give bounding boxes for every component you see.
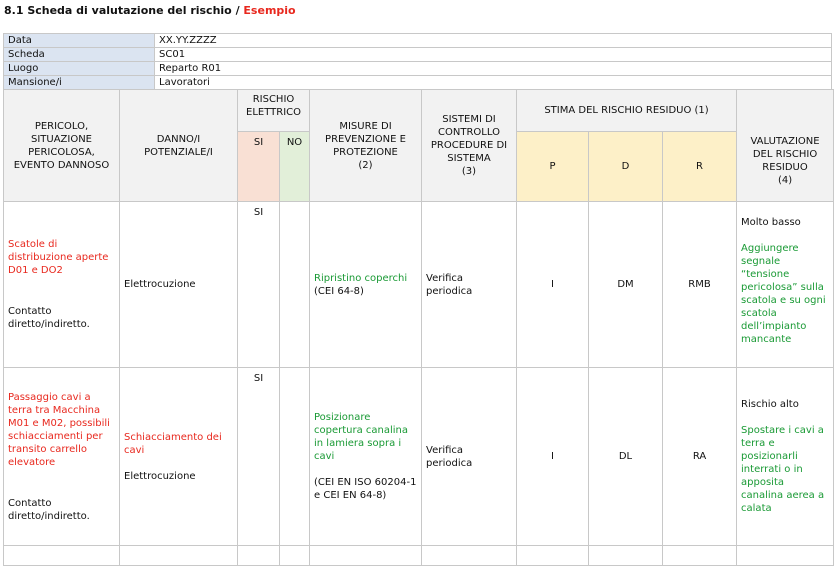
misure-ref: (CEI EN ISO 60204-1 e CEI EN 64-8) — [314, 477, 417, 501]
info-row — [4, 34, 832, 48]
info-label-scheda: Scheda — [4, 48, 155, 62]
pericolo-cell — [4, 368, 120, 546]
empty-cell — [280, 546, 310, 566]
misure-cell — [310, 202, 422, 368]
header-si: SI — [238, 132, 280, 202]
info-value-scheda: SC01 — [155, 48, 832, 62]
header-danno: DANNO/I POTENZIALE/I — [120, 90, 238, 202]
empty-cell — [4, 546, 120, 566]
contatto-text: Contatto diretto/indiretto. — [8, 306, 90, 330]
no-cell — [280, 368, 310, 546]
pericolo-text: Scatole di distribuzione aperte D01 e DO2 — [8, 239, 109, 276]
valutazione-note: Aggiungere segnale “tensione pericolosa” sulla scatola e su ogni scatola dell’impianto mancante — [741, 243, 826, 345]
misure-text: Ripristino coperchi — [314, 272, 408, 284]
example-label: Esempio — [243, 4, 296, 17]
contatto-text: Contatto diretto/indiretto. — [8, 497, 90, 522]
table-row — [4, 368, 834, 546]
info-value-data: XX.YY.ZZZZ — [155, 34, 832, 48]
header-row — [4, 90, 834, 132]
d-cell: DL — [589, 368, 663, 546]
header-sistemi-label: SISTEMI DI CONTROLLO PROCEDURE DI SISTEMA — [430, 114, 508, 164]
empty-cell — [517, 546, 589, 566]
valutazione-cell — [737, 202, 834, 368]
header-valutazione — [737, 90, 834, 202]
sistemi-cell: Verifica periodica — [422, 368, 517, 546]
valutazione-text: Rischio alto — [741, 399, 799, 410]
empty-cell — [422, 546, 517, 566]
danno-red-text: Schiacciamento dei cavi — [124, 431, 222, 456]
p-cell: I — [517, 202, 589, 368]
empty-cell — [663, 546, 737, 566]
header-d: D — [589, 132, 663, 202]
danno-text: Elettrocuzione — [124, 470, 196, 482]
d-cell: DM — [589, 202, 663, 368]
si-cell: SI — [238, 202, 280, 368]
table-row-partial — [4, 546, 834, 566]
info-row — [4, 76, 832, 90]
info-row — [4, 62, 832, 76]
valutazione-note: Spostare i cavi a terra e posizionarli interrati o in apposita canalina aerea a calata — [741, 425, 825, 514]
empty-cell — [589, 546, 663, 566]
misure-ref: (CEI 64-8) — [314, 285, 364, 297]
section-title: 8.1 Scheda di valutazione del rischio / — [4, 4, 244, 17]
p-cell: I — [517, 368, 589, 546]
misure-cell — [310, 368, 422, 546]
si-cell: SI — [238, 368, 280, 546]
info-row — [4, 48, 832, 62]
info-label-mansione: Mansione/i — [4, 76, 155, 90]
sistemi-cell: Verifica periodica — [422, 202, 517, 368]
info-label-luogo: Luogo — [4, 62, 155, 76]
danno-cell — [120, 368, 238, 546]
empty-cell — [737, 546, 834, 566]
empty-cell — [120, 546, 238, 566]
no-cell — [280, 202, 310, 368]
r-cell: RA — [663, 368, 737, 546]
header-stima: STIMA DEL RISCHIO RESIDUO (1) — [517, 90, 737, 132]
valutazione-text: Molto basso — [741, 217, 801, 228]
valutazione-cell — [737, 368, 834, 546]
header-p: P — [517, 132, 589, 202]
header-valutazione-note: (4) — [777, 174, 793, 186]
header-sistemi — [422, 90, 517, 202]
empty-cell — [238, 546, 280, 566]
info-table — [3, 33, 832, 90]
header-misure-note: (2) — [358, 159, 373, 171]
info-label-data: Data — [4, 34, 155, 48]
header-rischio-elettrico: RISCHIO ELETTRICO — [238, 90, 310, 132]
header-misure — [310, 90, 422, 202]
header-r: R — [663, 132, 737, 202]
header-pericolo: PERICOLO, SITUAZIONE PERICOLOSA, EVENTO DANNOSO — [4, 90, 120, 202]
pericolo-cell — [4, 202, 120, 368]
page-title — [4, 4, 296, 17]
misure-text: Posizionare copertura canalina in lamiera sopra i cavi — [314, 412, 409, 462]
header-valutazione-label: VALUTAZIONE DEL RISCHIO RESIDUO — [750, 135, 820, 173]
danno-cell — [120, 202, 238, 368]
header-sistemi-note: (3) — [461, 166, 477, 177]
risk-table — [3, 89, 834, 566]
header-misure-label: MISURE DI PREVENZIONE E PROTEZIONE — [325, 120, 406, 158]
info-value-luogo: Reparto R01 — [155, 62, 832, 76]
header-no: NO — [280, 132, 310, 202]
danno-text: Elettrocuzione — [124, 279, 196, 290]
info-value-mansione: Lavoratori — [155, 76, 832, 90]
table-row — [4, 202, 834, 368]
pericolo-text: Passaggio cavi a terra tra Macchina M01 e M02, possibili schiacciamenti per transito carrello elevatore — [8, 391, 110, 468]
empty-cell — [310, 546, 422, 566]
r-cell: RMB — [663, 202, 737, 368]
